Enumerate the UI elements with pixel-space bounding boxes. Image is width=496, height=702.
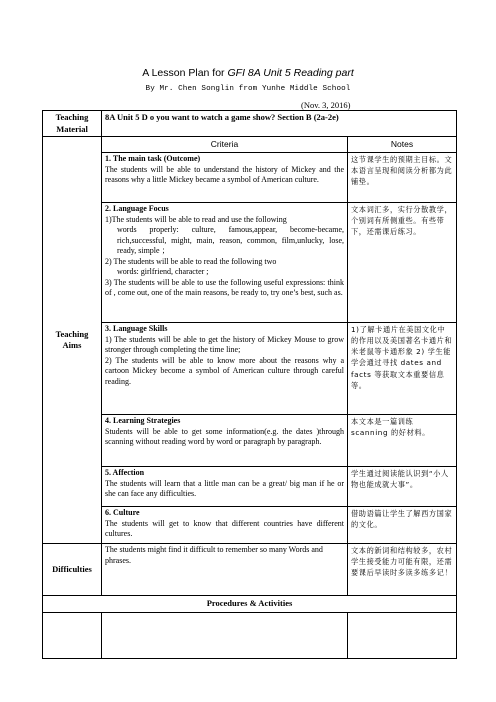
aim-main-task: [102, 153, 348, 203]
criteria-header: Criteria: [102, 137, 348, 153]
aim-learning-strategies: [102, 415, 348, 467]
aim-heading: 2. Language Focus: [105, 204, 169, 213]
teaching-material-label: Teaching Material: [43, 111, 102, 137]
difficulties-note: 文本的新词和结构较多，农村学生接受能力可能有限，还需要课后早读时多读多练多记！: [348, 544, 457, 596]
aim-text: words properly: culture, famous,appear, become-became, rich,successful, might, main, reason, common, film,unlucky, lose, ready, simple ；: [117, 225, 344, 256]
aim-text: 1)The students will be able to read and use the following: [105, 214, 287, 224]
aim-text: The students will learn that a little man can be a great/ big man if he or she can face any difficulties.: [105, 478, 344, 499]
aim-text: words: girlfriend, character ;: [117, 267, 209, 277]
procedures-notes-cell: [348, 613, 457, 659]
aim-heading: 1. The main task (Outcome): [105, 154, 201, 163]
date-line: (Nov. 3, 2016): [301, 100, 351, 110]
aim-heading: 3. Language Skills: [105, 324, 168, 333]
aim-note: 借助语篇让学生了解西方国家的文化。: [348, 507, 457, 544]
aim-text: 3) The students will be able to use the following useful expressions: think of , come out, one of the main reasons, be ready to, try one’s best, such as.: [105, 277, 344, 298]
aim-language-focus: [102, 203, 348, 323]
document-title: [0, 67, 496, 79]
aim-culture: [102, 507, 348, 544]
aim-text: The students will get to know that different countries have different cultures.: [105, 518, 344, 539]
difficulties-label: Difficulties: [43, 544, 102, 596]
teaching-material-value: 8A Unit 5 D o you want to watch a game show? Section B (2a-2e): [102, 111, 457, 137]
aim-heading: 4. Learning Strategies: [105, 416, 181, 425]
aim-text: The students will be able to understand the history of Mickey and the reasons why a little Mickey became a symbol of American culture.: [105, 164, 344, 185]
notes-header: Notes: [348, 137, 457, 153]
aim-note: 文本词汇多，实行分散教学，个别词有所侧重些。有些带下，还需课后练习。: [348, 203, 457, 323]
aim-heading: 6. Culture: [105, 508, 140, 517]
aim-affection: [102, 467, 348, 507]
title-italic: GFI 8A Unit 5 Reading part: [227, 67, 354, 79]
aim-text: 2) The students will be able to know more about the reasons why a cartoon Mickey become a symbol of American culture through careful reading.: [105, 355, 344, 386]
teaching-aims-label: Teaching Aims: [43, 137, 102, 544]
procedures-header: Procedures & Activities: [43, 596, 457, 613]
procedures-label-cell: [43, 613, 102, 659]
title-prefix: A Lesson Plan for: [142, 67, 228, 79]
difficulties-text: The students might find it difficult to remember so many Words and phrases.: [102, 544, 348, 596]
aim-text: 2) The students will be able to read the following two: [105, 256, 277, 266]
aim-language-skills: [102, 323, 348, 415]
aim-text: Students will be able to get some information(e.g. the dates )through scanning without reading word by word or paragraph by paragraph.: [105, 426, 344, 447]
aim-note: 本文本是一篇训练 scanning 的好材料。: [348, 415, 457, 467]
aim-note: 这节课学生的预期主目标。文本语言呈现和阅读分析都为此铺垫。: [348, 153, 457, 203]
procedures-criteria-cell: [102, 613, 348, 659]
aim-note: 学生通过阅读能认识到“小人物也能成就大事”。: [348, 467, 457, 507]
author-line: By Mr. Chen Songlin from Yunhe Middle School: [145, 85, 351, 93]
aim-heading: 5. Affection: [105, 468, 145, 477]
aim-text: 1) The students will be able to get the history of Mickey Mouse to grow stronger through completing the time line;: [105, 334, 344, 355]
lesson-plan-table: [42, 110, 457, 659]
aim-note: 1)了解卡通片在美国文化中的作用以及美国著名卡通片和米老鼠等卡通形象 2) 学生能学会通过寻找 dates and facts 等获取文本重要信息等。: [348, 323, 457, 415]
